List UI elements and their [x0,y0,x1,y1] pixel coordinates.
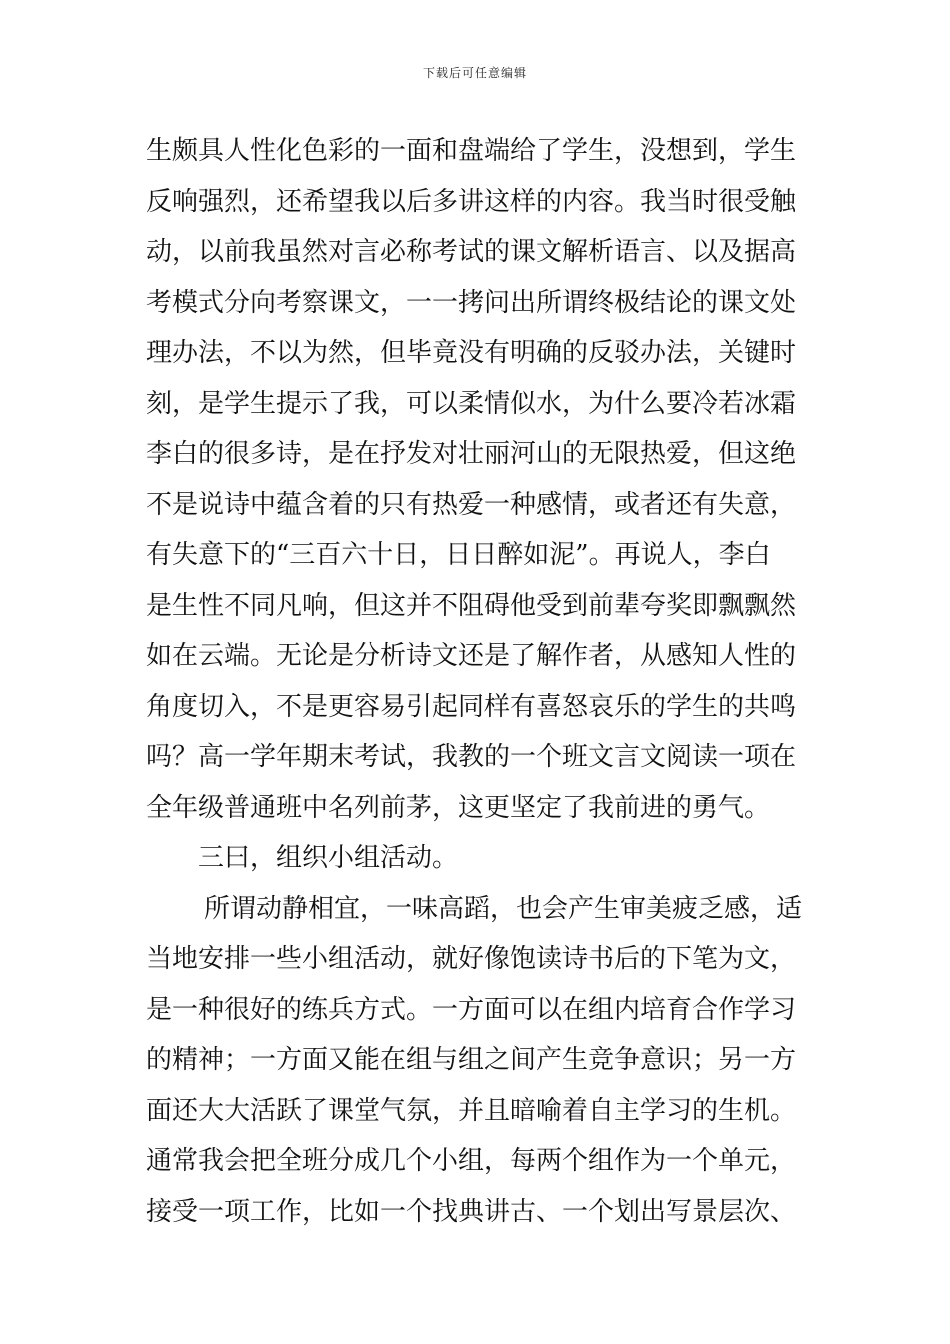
body-line: 的精神；一方面又能在组与组之间产生竞争意识；另一方 [146,1045,797,1075]
body-line: 如在云端。无论是分析诗文还是了解作者，从感知人性的 [146,641,797,671]
paragraph-first-line: 所谓动静相宜，一味高蹈，也会产生审美疲乏感，适 [204,893,803,924]
body-line: 李白的很多诗，是在抒发对壮丽河山的无限热爱，但这绝 [146,439,797,469]
body-line: 当地安排一些小组活动，就好像饱读诗书后的下笔为文， [146,944,797,974]
body-line: 反响强烈，还希望我以后多讲这样的内容。我当时很受触 [146,186,797,217]
body-line: 通常我会把全班分成几个小组，每两个组作为一个单元， [146,1146,797,1176]
body-line: 接受一项工作，比如一个找典讲古、一个划出写景层次、 [146,1196,797,1227]
body-line: 是生性不同凡响，但这并不阻碍他受到前辈夸奖即飘飘然 [146,590,797,621]
body-line: 是一种很好的练兵方式。一方面可以在组内培育合作学习 [146,994,797,1025]
document-body [146,126,811,1237]
body-line: 刻，是学生提示了我，可以柔情似水，为什么要冷若冰霜 [146,388,797,419]
section-heading: 三曰，组织小组活动。 [198,843,459,873]
body-line: 不是说诗中蕴含着的只有热爱一种感情，或者还有失意， [146,489,797,520]
body-line: 面还大大活跃了课堂气氛，并且暗喻着自主学习的生机。 [146,1095,797,1126]
body-line: 生颇具人性化色彩的一面和盘端给了学生，没想到，学生 [146,136,797,166]
body-line: 有失意下的“三百六十日，日日醉如泥”。再说人，李白 [146,540,771,570]
body-line: 吗？高一学年期末考试，我教的一个班文言文阅读一项在 [146,742,797,772]
body-line: 动，以前我虽然对言必称考试的课文解析语言、以及据高 [146,237,797,267]
body-line: 角度切入，不是更容易引起同样有喜怒哀乐的学生的共鸣 [146,691,797,722]
body-line: 理办法，不以为然，但毕竟没有明确的反驳办法，关键时 [146,338,797,368]
body-line: 全年级普通班中名列前茅，这更坚定了我前进的勇气。 [146,792,771,823]
body-line: 考模式分向考察课文，一一拷问出所谓终极结论的课文处 [146,287,797,318]
page-header: 下载后可任意编辑 [422,66,527,80]
